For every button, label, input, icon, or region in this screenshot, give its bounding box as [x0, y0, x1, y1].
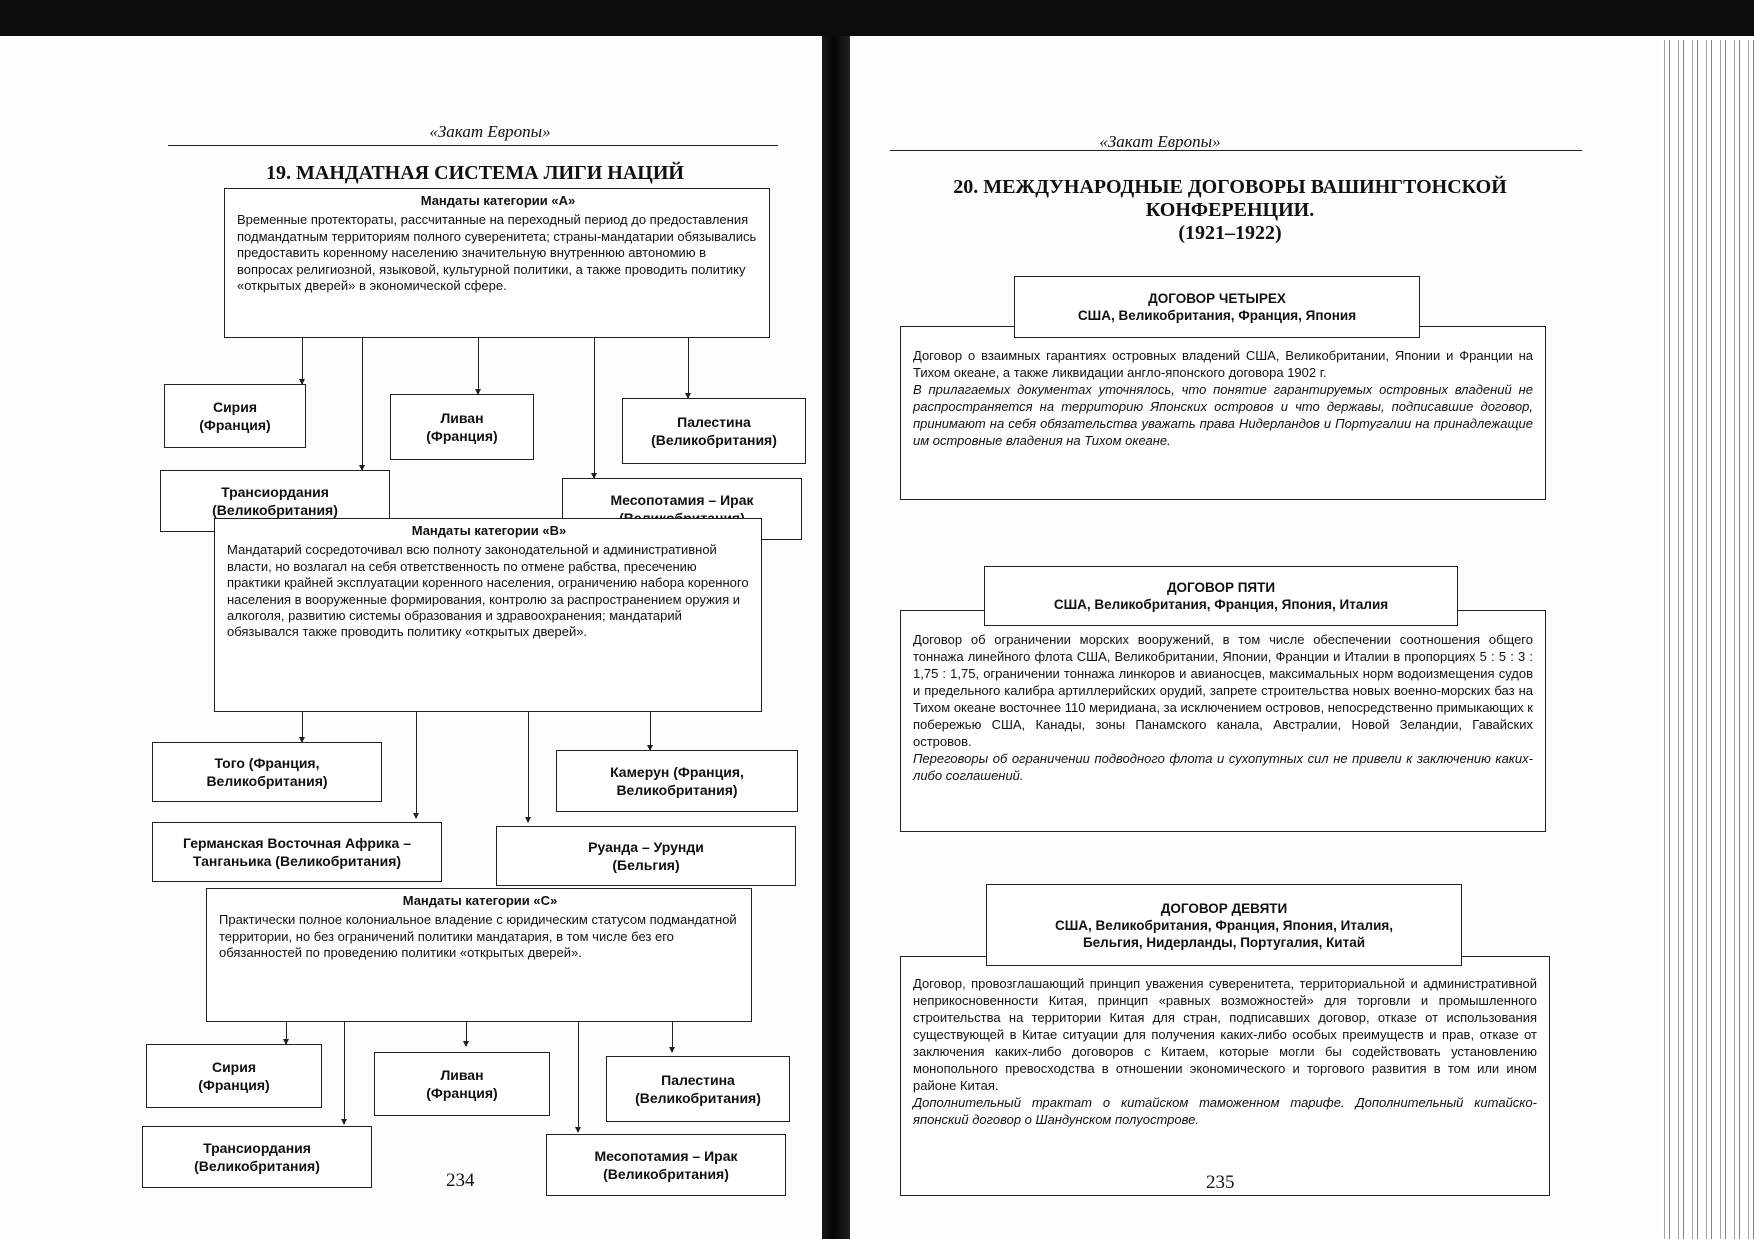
treaty-name: ДОГОВОР ДЕВЯТИ — [1160, 900, 1288, 916]
territory-name: Камерун (Франция, — [610, 764, 744, 780]
territory-box — [152, 742, 382, 802]
section-title — [890, 176, 1570, 245]
territory-box — [496, 826, 796, 886]
section-title: 19. МАНДАТНАЯ СИСТЕМА ЛИГИ НАЦИЙ — [266, 162, 684, 184]
category-c-heading: Мандаты категории «С» — [402, 893, 558, 908]
treaty-parties: США, Великобритания, Франция, Япония, Италия, — [1054, 917, 1394, 933]
treaty-parties: США, Великобритания, Франция, Япония, Италия — [1053, 597, 1389, 612]
header-rule — [168, 145, 778, 146]
territory-name: Палестина — [661, 1072, 735, 1088]
territory-box — [606, 1056, 790, 1122]
territory-name: Ливан — [440, 410, 484, 426]
header-rule — [890, 150, 1582, 151]
treaty-four-header — [1014, 276, 1420, 338]
category-a-box — [224, 188, 770, 338]
territory-name: Сирия — [212, 399, 258, 415]
treaty-nine-body — [900, 956, 1550, 1196]
territory-box — [164, 384, 306, 448]
connector-arrow — [594, 338, 595, 478]
connector-arrow — [466, 1022, 467, 1046]
title-line: (1921–1922) — [1178, 222, 1282, 244]
territory-mandatary: (Великобритания) — [603, 1166, 729, 1182]
territory-mandatary: (Франция) — [199, 417, 271, 433]
connector-arrow — [302, 712, 303, 742]
title-line: 20. МЕЖДУНАРОДНЫЕ ДОГОВОРЫ ВАШИНГТОНСКОЙ — [953, 176, 1507, 198]
treaty-text: Договор, провозглашающий принцип уважения суверенитета, территориальной и административной неприкосновенности Китая, принцип «равных возможностей» для торговли и промышленного строительства на территории Китая для стран, подписавших договор, отказе от использования существующей в Китае ситуации для получения каких-либо особых преимуществ и прав, отказе от заключения каких-либо договоров с Китаем, которые могли бы содействовать установлению монопольного превосходства в отношении экономического и торгового развития в том или ином районе Китая. — [913, 976, 1537, 1093]
territory-mandatary: (Франция) — [426, 428, 498, 444]
treaty-five-body — [900, 610, 1546, 832]
page-number: 234 — [446, 1170, 475, 1191]
treaty-name: ДОГОВОР ЧЕТЫРЕХ — [1148, 291, 1286, 306]
treaty-parties: Бельгия, Нидерланды, Португалия, Китай — [1082, 934, 1366, 950]
territory-name: Трансиордания — [221, 484, 329, 500]
connector-arrow — [302, 338, 303, 384]
territory-mandatary: (Великобритания) — [651, 432, 777, 448]
connector-arrow — [578, 1022, 579, 1132]
territory-box — [546, 1134, 786, 1196]
territory-box — [152, 822, 442, 882]
territory-mandatary: (Великобритания) — [194, 1158, 320, 1174]
treaty-text: Договор об ограничении морских вооружений, в том числе обеспечении соотношения общего тоннажа линейного флота США, Великобритании, Японии, Франции и Италии в пропорциях 5 : 5 : 3 : 1,75 : 1,75, ограничении тоннажа линкоров и авианосцев, максимальных норм водоизмещения судов и предельного калибра артиллерийских орудий, запрете строительства новых военно-морских баз на Тихом океане восточнее 110 меридиана, за исключением островов, непосредственно примыкающих к побережью США, Канады, зоны Панамского канала, Австралии, Новой Зеландии, Гавайских островов. — [913, 632, 1533, 749]
connector-arrow — [650, 712, 651, 750]
running-head: «Закат Европы» — [429, 122, 551, 141]
scan-top-border — [0, 0, 1754, 36]
territory-mandatary: (Франция) — [426, 1085, 498, 1101]
connector-arrow — [672, 1022, 673, 1052]
title-line: КОНФЕРЕНЦИИ. — [1145, 199, 1315, 221]
connector-arrow — [286, 1022, 287, 1044]
page-number: 235 — [1206, 1172, 1235, 1193]
treaty-text: Договор о взаимных гарантиях островных владений США, Великобритании, Японии и Франции на Тихом океане, а также ликвидации англо-японского договора 1902 г. — [913, 348, 1533, 380]
connector-arrow — [688, 338, 689, 398]
treaty-parties: США, Великобритания, Франция, Япония — [1077, 308, 1357, 323]
territory-box — [556, 750, 798, 812]
treaty-note: Переговоры об ограничении подводного флота и сухопутных сил не привели к заключению каких-либо соглашений. — [913, 751, 1533, 783]
territory-name: Ливан — [440, 1067, 484, 1083]
territory-box — [622, 398, 806, 464]
running-head: «Закат Европы» — [1099, 132, 1221, 151]
territory-name: Руанда – Урунди — [588, 839, 704, 855]
category-a-heading: Мандаты категории «А» — [420, 193, 576, 208]
connector-arrow — [362, 338, 363, 470]
territory-mandatary: (Великобритания) — [635, 1090, 761, 1106]
connector-arrow — [344, 1022, 345, 1124]
territory-name: Палестина — [677, 414, 751, 430]
category-c-text: Практически полное колониальное владение с юридическим статусом подмандатной территории, но без ограничений политики мандатария, в том числе без его обязанностей по проведению политики «открытых дверей». — [219, 912, 737, 961]
treaty-note: В прилагаемых документах уточнялось, что понятие гарантируемых островных владений не распространяется на территорию Японских островов и что державы, подписавшие договор, принимают на себя обязательства уважать права Нидерландов и Португалии на принадлежащие им островные владения на Тихом океане. — [913, 382, 1533, 448]
category-a-text: Временные протектораты, рассчитанные на переходный период до предоставления подмандатным территориям полного суверенитета; страны-мандатарии обязывались предоставить коренному населению значительную внутреннюю автономию в вопросах религиозной, языковой, культурной политики, а также проводить политику «открытых дверей» в экономической сфере. — [237, 212, 757, 294]
territory-mandatary: (Франция) — [198, 1077, 270, 1093]
territory-box — [142, 1126, 372, 1188]
category-b-text: Мандатарий сосредоточивал всю полноту законодательной и административной власти, но возлагал на себя ответственность по отмене рабства, пресечению практики крайней эксплуатации коренного населения, ограничению набора коренного населения в вооруженные формирования, контролю за распространением оружия и алкоголя, развитию системы образования и здравоохранения; мандатарий обязывался также проводить политику «открытых дверей». — [227, 542, 749, 640]
territory-mandatary: (Великобритания) — [212, 502, 338, 518]
category-b-heading: Мандаты категории «В» — [411, 523, 567, 538]
territory-mandatary: Великобритания) — [206, 773, 328, 789]
territory-box — [374, 1052, 550, 1116]
territory-name: Трансиордания — [203, 1140, 311, 1156]
territory-name: Того (Франция, — [214, 755, 320, 771]
territory-name: Сирия — [211, 1059, 257, 1075]
category-c-box — [206, 888, 752, 1022]
treaty-four-body — [900, 326, 1546, 500]
connector-arrow — [528, 712, 529, 822]
treaty-name: ДОГОВОР ПЯТИ — [1166, 580, 1276, 595]
territory-mandatary: Великобритания) — [616, 782, 738, 798]
territory-box — [390, 394, 534, 460]
page-234 — [0, 36, 822, 1239]
territory-name: Месопотамия – Ирак — [594, 1148, 738, 1164]
category-b-box — [214, 518, 762, 712]
territory-mandatary: (Бельгия) — [612, 857, 680, 873]
treaty-five-header — [984, 566, 1458, 626]
book-page-edges — [1660, 40, 1754, 1239]
page-235 — [850, 36, 1754, 1239]
connector-arrow — [478, 338, 479, 394]
treaty-nine-header — [986, 884, 1462, 966]
territory-box — [146, 1044, 322, 1108]
territory-name: Месопотамия – Ирак — [610, 492, 754, 508]
treaty-note: Дополнительный трактат о китайском таможенном тарифе. Дополнительный китайско-японский договор о Шандунском полуострове. — [913, 1095, 1537, 1127]
book-spine-gutter — [822, 36, 850, 1239]
territory-mandatary: Танганьика (Великобритания) — [192, 853, 402, 869]
connector-arrow — [416, 712, 417, 818]
territory-name: Германская Восточная Африка – — [183, 835, 411, 851]
